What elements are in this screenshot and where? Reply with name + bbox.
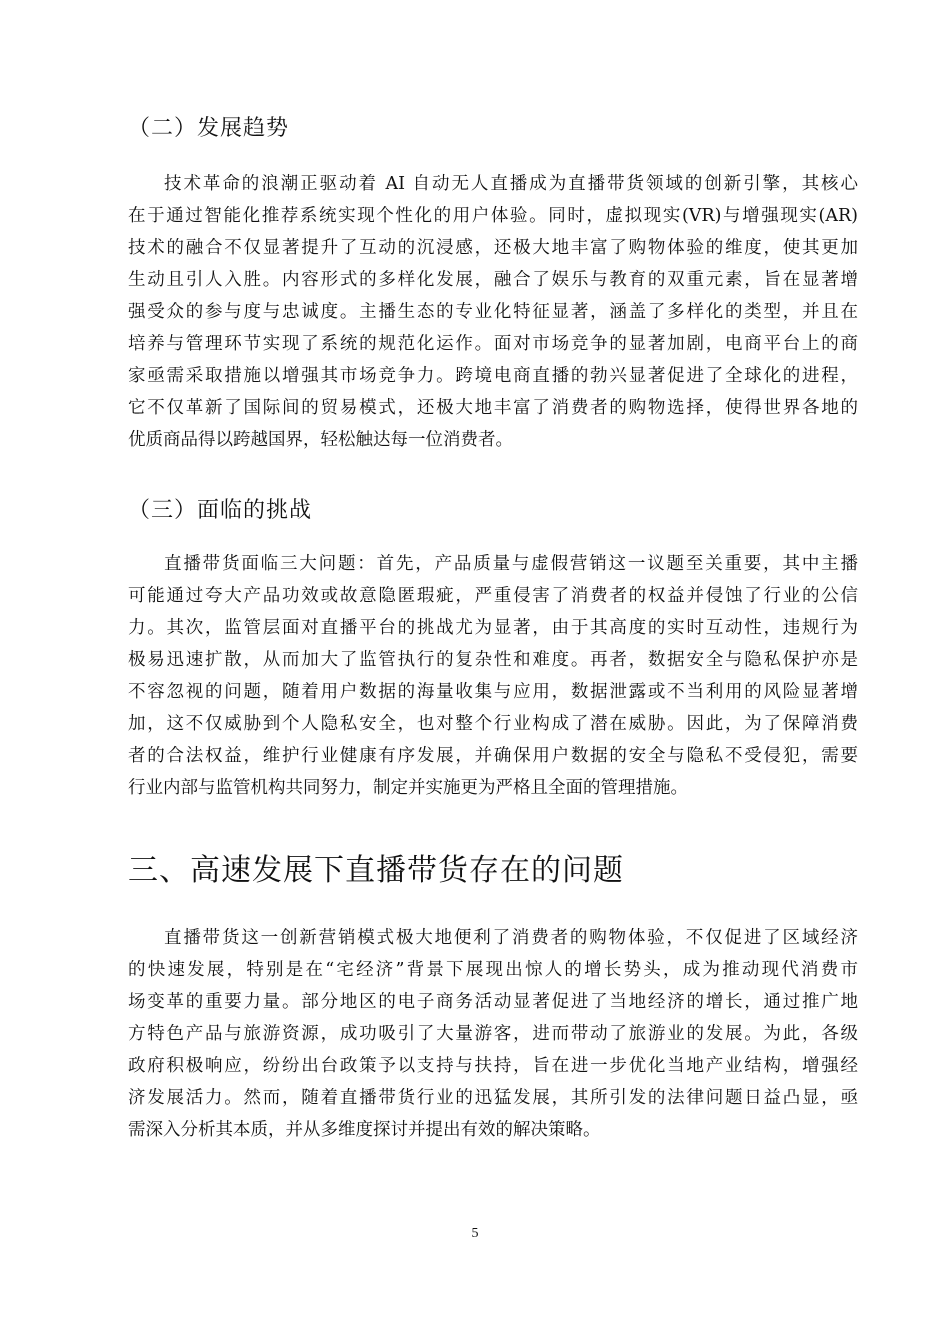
paragraph-line: 方特色产品与旅游资源，成功吸引了大量游客，进而带动了旅游业的发展。为此，各级: [128, 1024, 858, 1044]
paragraph-line: 场变革的重要力量。部分地区的电子商务活动显著促进了当地经济的增长，通过推广地: [128, 992, 858, 1012]
section-heading-development-trends: （二）发展趋势: [128, 116, 290, 141]
paragraph-line: 者的合法权益，维护行业健康有序发展，并确保用户数据的安全与隐私不受侵犯，需要: [128, 746, 858, 766]
paragraph-problems: [128, 922, 858, 1146]
paragraph-line: 技术的融合不仅显著提升了互动的沉浸感，还极大地丰富了购物体验的维度，使其更加: [128, 238, 858, 258]
paragraph-line: 的快速发展，特别是在“宅经济”背景下展现出惊人的增长势头，成为推动现代消费市: [128, 960, 858, 980]
paragraph-line: 力。其次，监管层面对直播平台的挑战尤为显著，由于其高度的实时互动性，违规行为: [128, 618, 858, 638]
paragraph-line: 优质商品得以跨越国界，轻松触达每一位消费者。: [128, 430, 513, 450]
paragraph-line: 加，这不仅威胁到个人隐私安全，也对整个行业构成了潜在威胁。因此，为了保障消费: [128, 714, 858, 734]
paragraph-line: 济发展活力。然而，随着直播带货行业的迅猛发展，其所引发的法律问题日益凸显，亟: [128, 1088, 858, 1108]
paragraph-line: 可能通过夸大产品功效或故意隐匿瑕疵，严重侵害了消费者的权益并侵蚀了行业的公信: [128, 586, 858, 606]
chapter-heading-problems: 三、高速发展下直播带货存在的问题: [128, 853, 624, 888]
paragraph-development-trends: [128, 168, 858, 456]
paragraph-line: 强受众的参与度与忠诚度。主播生态的专业化特征显著，涵盖了多样化的类型，并且在: [128, 302, 858, 322]
paragraph-line: 技术革命的浪潮正驱动着 AI 自动无人直播成为直播带货领域的创新引擎，其核心: [164, 174, 858, 194]
paragraph-line: 家亟需采取措施以增强其市场竞争力。跨境电商直播的勃兴显著促进了全球化的进程，: [128, 366, 858, 386]
paragraph-line: 它不仅革新了国际间的贸易模式，还极大地丰富了消费者的购物选择，使得世界各地的: [128, 398, 858, 418]
paragraph-line: 政府积极响应，纷纷出台政策予以支持与扶持，旨在进一步优化当地产业结构，增强经: [128, 1056, 858, 1076]
section-heading-challenges: （三）面临的挑战: [128, 498, 313, 523]
paragraph-line: 生动且引人入胜。内容形式的多样化发展，融合了娱乐与教育的双重元素，旨在显著增: [128, 270, 858, 290]
paragraph-line: 不容忽视的问题，随着用户数据的海量收集与应用，数据泄露或不当利用的风险显著增: [128, 682, 858, 702]
paragraph-challenges: [128, 548, 858, 804]
paragraph-line: 在于通过智能化推荐系统实现个性化的用户体验。同时，虚拟现实(VR)与增强现实(AR): [128, 206, 858, 226]
page-number: 5: [471, 1226, 479, 1241]
paragraph-line: 需深入分析其本质，并从多维度探讨并提出有效的解决策略。: [128, 1120, 601, 1140]
paragraph-line: 培养与管理环节实现了系统的规范化运作。面对市场竞争的显著加剧，电商平台上的商: [128, 334, 858, 354]
paragraph-line: 极易迅速扩散，从而加大了监管执行的复杂性和难度。再者，数据安全与隐私保护亦是: [128, 650, 858, 670]
paragraph-line: 直播带货这一创新营销模式极大地便利了消费者的购物体验，不仅促进了区域经济: [164, 928, 858, 948]
paragraph-line: 直播带货面临三大问题：首先，产品质量与虚假营销这一议题至关重要，其中主播: [164, 554, 858, 574]
paragraph-line: 行业内部与监管机构共同努力，制定并实施更为严格且全面的管理措施。: [128, 778, 688, 798]
